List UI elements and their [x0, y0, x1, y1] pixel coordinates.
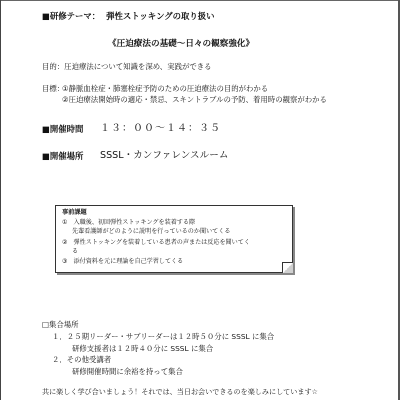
gathering-item-2-cont: 研修開催時間に余裕を持って集合: [72, 367, 183, 376]
target-2: ②圧迫療法開始時の適応・禁忌、スキントラブルの予防、着用時の観察がわかる: [62, 95, 327, 104]
closing-message: 共に楽しく学び合いましょう！それでは、当日お会いできるのを楽しみにしています☆: [42, 387, 318, 396]
prework-item-3: ③ 添付資料を元に理論を自己学習してくる: [62, 258, 184, 265]
theme-value: 弾性ストッキングの取り扱い: [106, 11, 215, 21]
prework-item-2: ② 弾性ストッキングを装着している患者の声または反応を聞いてく: [62, 239, 250, 246]
subtitle: 《圧迫療法の基礎～日々の観察強化》: [108, 39, 255, 49]
venue-label: ■開催場所: [42, 151, 84, 161]
purpose-text: 目的：圧迫療法について知識を深め、実践ができる: [42, 62, 212, 71]
theme-label: ■研修テーマ：: [42, 11, 101, 21]
time-value: １３：００～１４：３５: [100, 123, 221, 134]
time-label: ■開催時間: [42, 124, 84, 134]
gathering-item-1-cont: 研修支援者は１２時４０分に SSSL に集合: [72, 344, 214, 353]
venue-value: SSSL・カンファレンスルーム: [100, 150, 229, 161]
prework-note: [55, 205, 293, 273]
note-page-curl: [282, 262, 293, 273]
theme-heading: [42, 12, 215, 21]
prework-item-2-cont: る: [72, 248, 79, 255]
targets-label: 目標：: [42, 84, 65, 93]
gathering-item-1: １．２５期リーダー・サブリーダーは１２時５０分に SSSL に集合: [52, 332, 275, 341]
page-border-left: [0, 0, 1, 400]
prework-title: 事前課題: [62, 209, 87, 216]
gathering-title: □集合場所: [42, 320, 79, 329]
prework-item-1-cont: 先輩看護師がどのように説明を行っているのか聞いてくる: [72, 228, 231, 235]
gathering-item-2: ２．その他受講者: [52, 355, 112, 364]
target-1: ①静脈血栓症・肺塞栓症予防のための圧迫療法の目的がわかる: [62, 84, 269, 93]
page-border-top: [0, 0, 400, 1]
prework-item-1: ① 入職後、初回弾性ストッキングを装着する際: [62, 219, 196, 226]
